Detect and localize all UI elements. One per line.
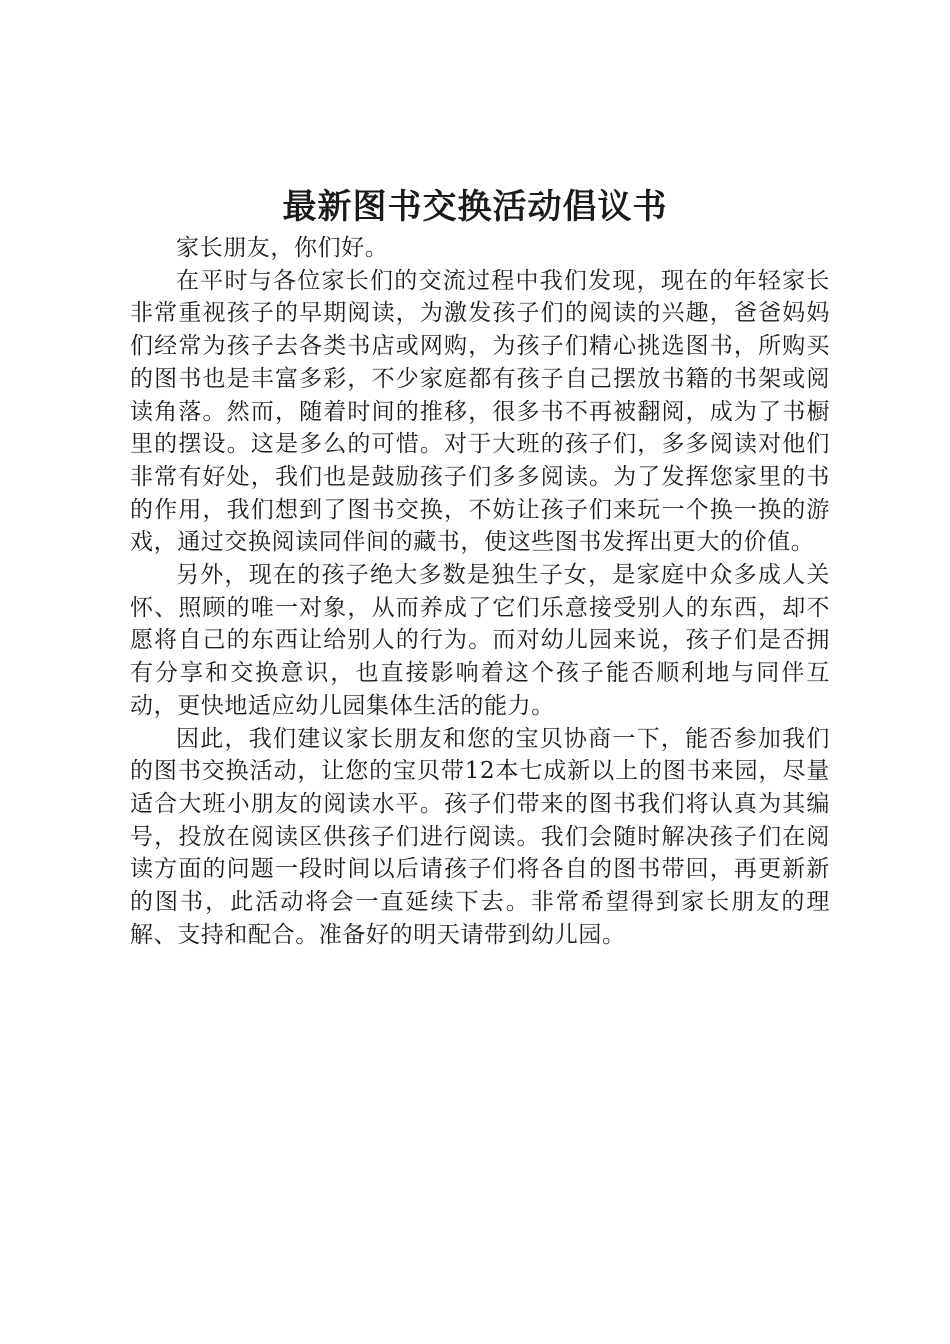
body-paragraph-3: 因此，我们建议家长朋友和您的宝贝协商一下，能否参加我们的图书交换活动，让您的宝贝带12本七成新以上的图书来园，尽量适合大班小朋友的阅读水平。孩子们带来的图书我们将认真为其编号，投放在阅读区供孩子们进行阅读。我们会随时解决孩子们在阅读方面的问题一段时间以后请孩子们将各自的图书带回，再更新新的图书，此活动将会一直延续下去。非常希望得到家长朋友的理解、支持和配合。准备好的明天请带到幼儿园。 <box>130 725 830 948</box>
body-paragraph-2: 另外，现在的孩子绝大多数是独生子女，是家庭中众多成人关怀、照顾的唯一对象，从而养成了它们乐意接受别人的东西，却不愿将自己的东西让给别人的行为。而对幼儿园来说，孩子们是否拥有分享和交换意识，也直接影响着这个孩子能否顺利地与同伴互动，更快地适应幼儿园集体生活的能力。 <box>130 562 830 719</box>
greeting-paragraph: 家长朋友，你们好。 <box>176 235 389 261</box>
document-title: 最新图书交换活动倡议书 <box>282 187 668 227</box>
document-body <box>130 232 830 951</box>
body-paragraph-1: 在平时与各位家长们的交流过程中我们发现，现在的年轻家长非常重视孩子的早期阅读，为激发孩子们的阅读的兴趣，爸爸妈妈们经常为孩子去各类书店或网购，为孩子们精心挑选图书，所购买的图书也是丰富多彩，不少家庭都有孩子自己摆放书籍的书架或阅读角落。然而，随着时间的推移，很多书不再被翻阅，成为了书橱里的摆设。这是多么的可惜。对于大班的孩子们，多多阅读对他们非常有好处，我们也是鼓励孩子们多多阅读。为了发挥您家里的书的作用，我们想到了图书交换，不妨让孩子们来玩一个换一换的游戏，通过交换阅读同伴间的藏书，使这些图书发挥出更大的价值。 <box>130 267 830 556</box>
